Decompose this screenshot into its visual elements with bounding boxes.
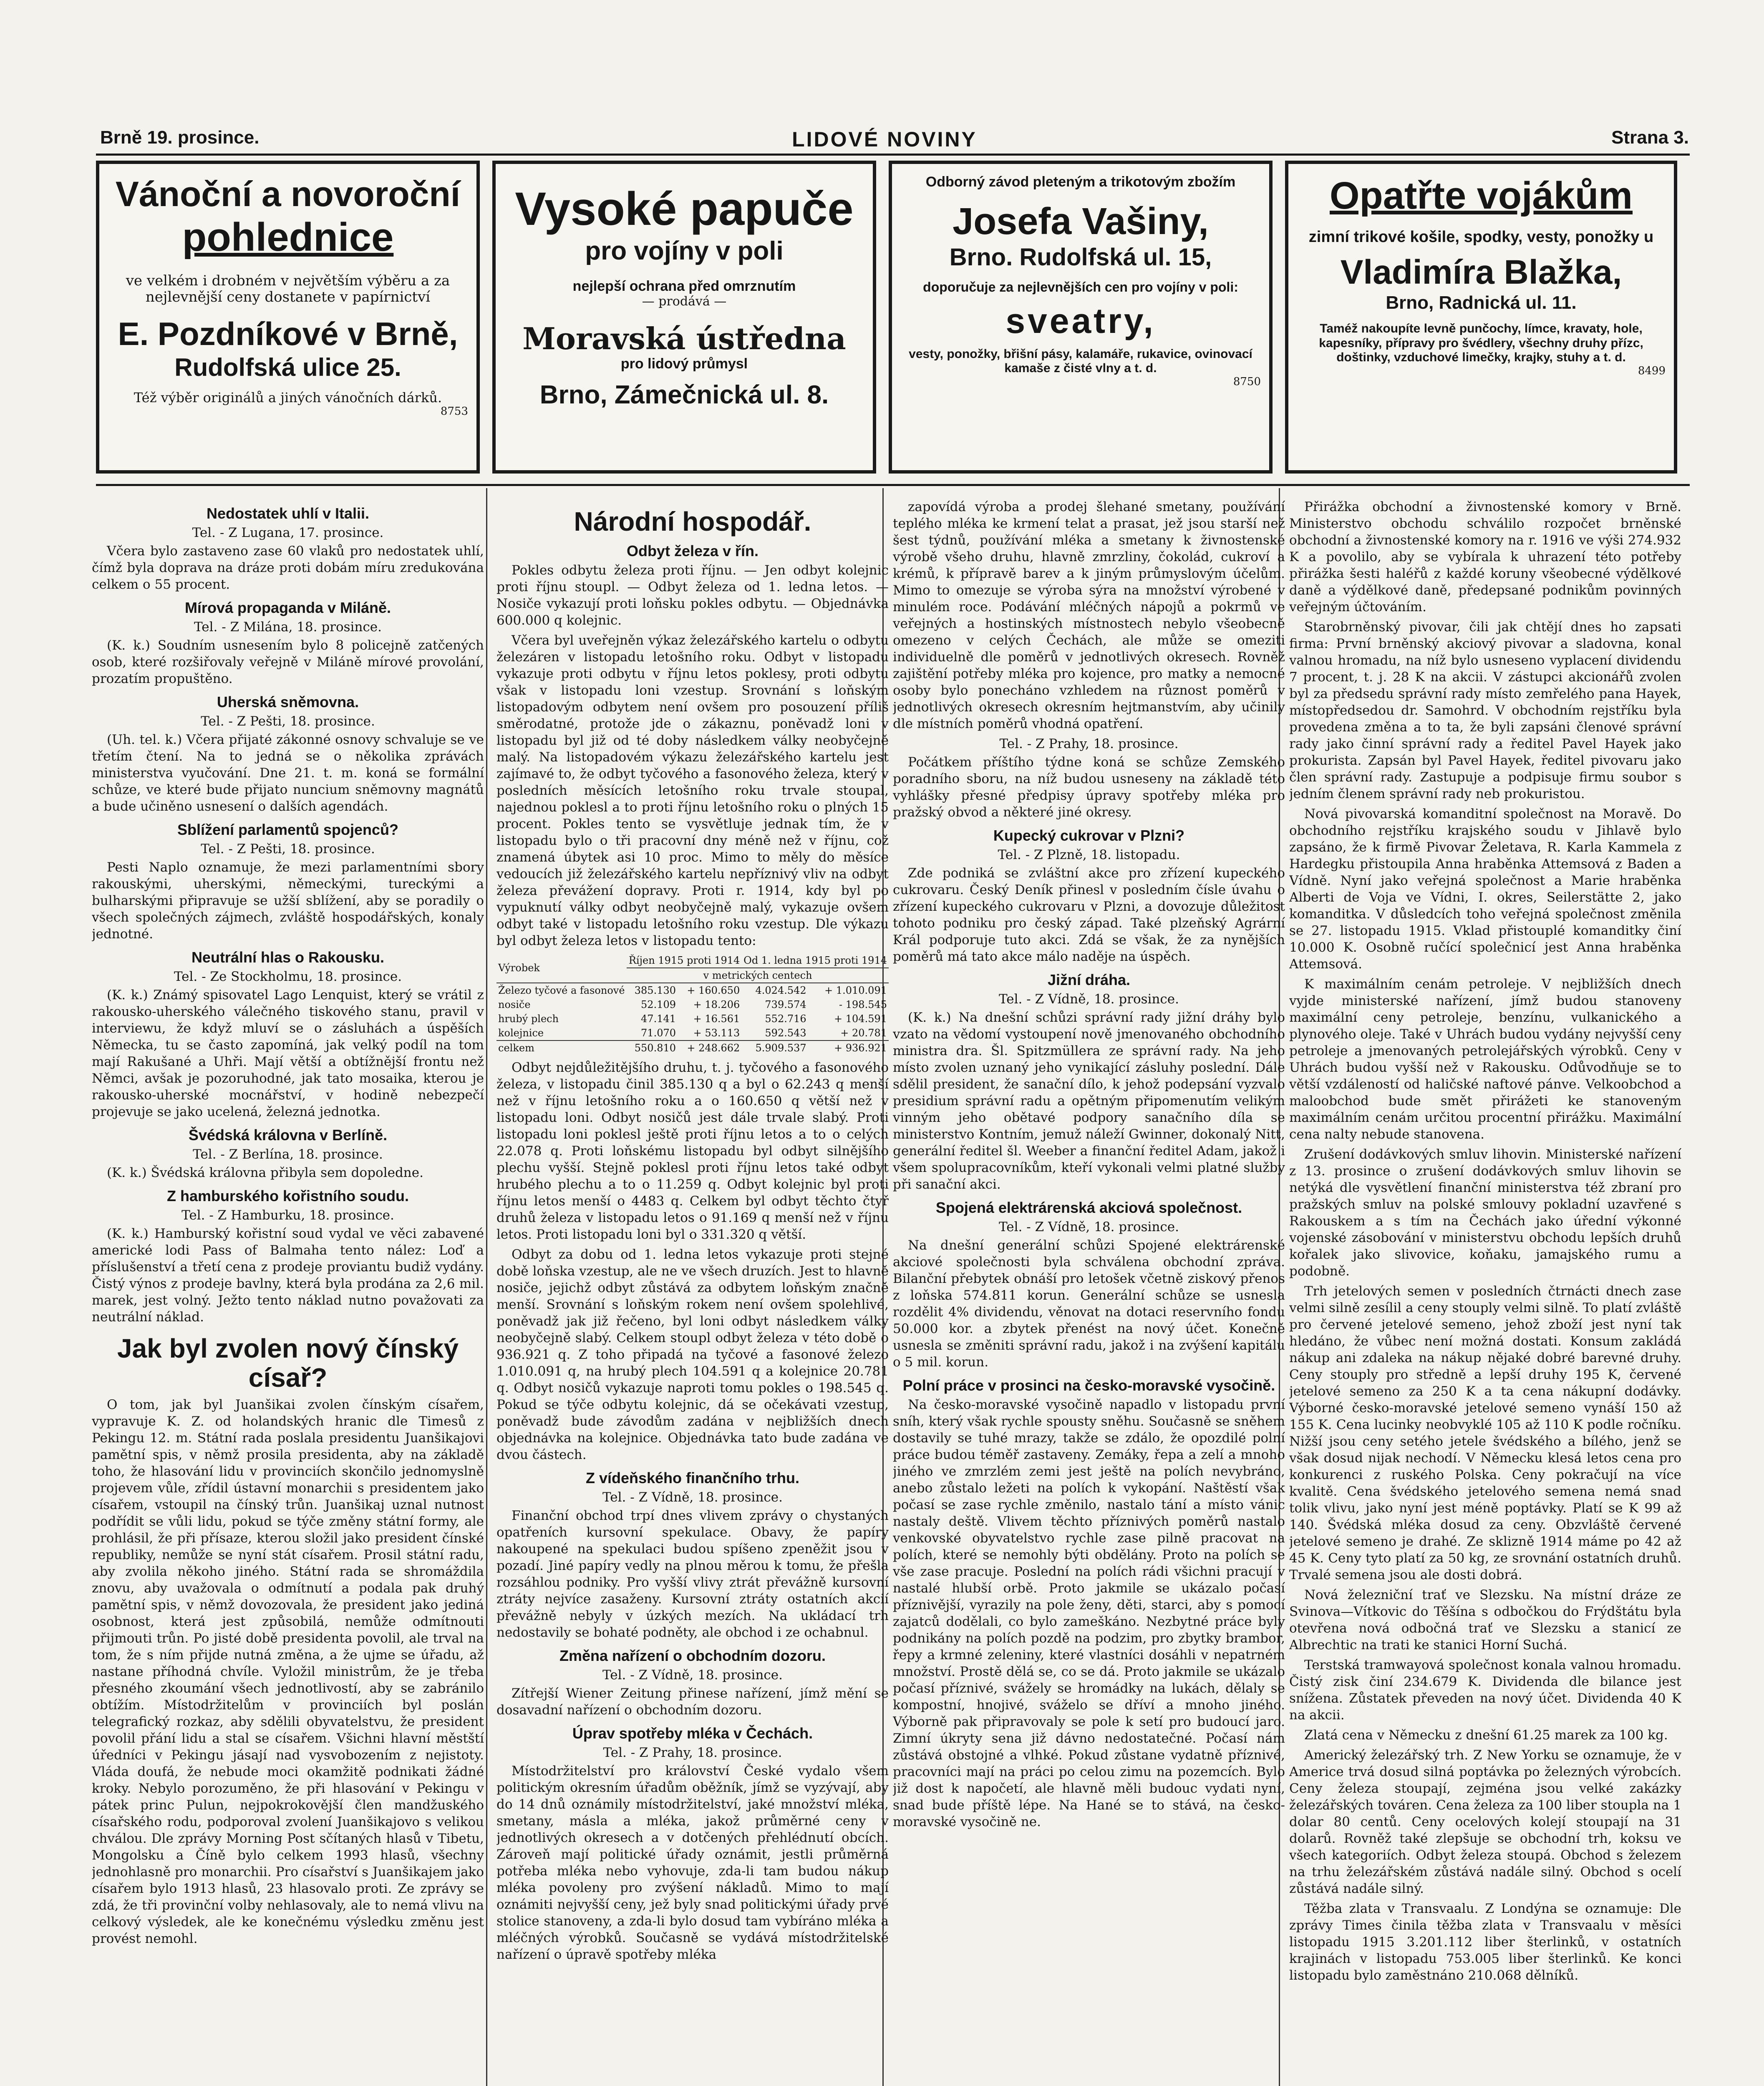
ad-shop-name: E. Pozdníkové v Brně, — [118, 315, 458, 353]
ad-number: 8750 — [1233, 375, 1261, 388]
ad-headline: pohlednice — [182, 214, 394, 259]
ads-rule — [96, 484, 1690, 486]
article-text: Starobrněnský pivovar, čili jak chtějí dnes ho zapsati firma: První brněnský akciový pivovar a sladovna, konal valnou hromadu, na níž bylo usneseno vyplacení dividendu 7 procent, t. j. 28 K na akcii. V zástupci akcionářů zvolen byl za předsedu správní rady místo zemřelého pana Hayek, místopředsedou dr. Samohrd. V obchodním rejstříku byla provedena změna a to ta, že byli zapsáni členové správní rady jako činní správní rady a ředitel Pavel Hayek jako prokurista. Zapsán byl Pavel Hayek, ředitel pivovaru jako člen správní rady. Zastupuje a podpisuje firmu soubor s jedním členem správní rady neb prokuristou. — [1289, 620, 1681, 801]
article-headline: Uherská sněmovna. — [217, 693, 359, 710]
table-cell: 552.716 — [765, 1013, 806, 1025]
table-row — [496, 1040, 889, 1055]
article-headline: Mírová propaganda v Miláně. — [184, 599, 391, 616]
ad-text: Taméž nakoupíte levně punčochy, límce, kravaty, hole, kapesníky, přípravy pro švédlery, všechny druhy přízc, doštinky, vzduchové limečky, krajky, stuhy a t. d. — [1319, 322, 1643, 365]
article-text: Zlatá cena v Německu z dnešní 61.25 marek za 100 kg. — [1304, 1728, 1668, 1743]
article-dateline: Tel. - Ze Stockholmu, 18. prosince. — [174, 969, 402, 984]
article-text: Přirážka obchodní a živnostenské komory v Brně. Ministerstvo obchodu schválilo rozpočet brněnské obchodní a živnostenské komory na r. 1916 ve výši 274.932 K a povolilo, aby se vybírala k uhrazení této potřeby přirážka šesti haléřů z každé koruny všeobecné výdělkové daně a výdělkové daně, předepsané podnikům povinných veřejným účtováním. — [1289, 499, 1681, 615]
ad-address: Brno, Radnická ul. 11. — [1386, 292, 1577, 313]
article-text: Na dnešní generální schůzi Spojené elektrárenské akciové společnosti byla schválena obchodní zpráva. Bilanční přebytek obnáší pro letošek včetně ziskový přenos z loňska 574.811 korun. Generální schůze se usnesla rozdělit 4% dividendu, věnovat na dotaci reservního fondu 50.000 kor. a zbytek přenést na nový účet. Konečně usnesla se změniti správní radu, jakož i na zvýšení kapitálu o 5 mil. korun. — [893, 1238, 1285, 1370]
article-headline: Úprav spotřeby mléka v Čechách. — [572, 1725, 813, 1742]
table-row — [496, 1026, 889, 1040]
article-text: Trh jetelových semen v posledních čtrnácti dnech zase velmi silně zesílil a ceny stouply velmi silně. To platí zvláště pro červené jetelové semeno, jehož zboží jest nyní tak hledáno, že vůbec není možná dostati. Konsum zakládá nákup ani zdaleka na nákup nějaké dobré barevné druhy. Ceny stouply pro středně a lepší druhy 195 K, červené jetelové semeno za 250 K a ta cena nákupní dodávky. Výborné česko-moravské jetelové semeno vynáší 150 až 155 K. Cena lucinky neobvyklé 105 až 110 K podle ročníku. Nižší jsou ceny setého jetele švédského a bílého, jenž se však dosud nijak nechodí. V Německu klesá letos cena pro konkurenci z ruského Polska. Ceny pokračují na více kvalitě. Cena švédského jetelového semena nemá snad tolik vlivu, jako nyní jest méně poptávky. Platí se K 99 až 140. Švédská mléka dosud za ceny. Obzvláště červené jetelové semeno je drahé. Ze sklizně 1914 máme po 42 až 45 K. Ceny tyto platí za 50 kg, ze srovnání ostatních druhů. Trvalé semena jsou ale dosti dobrá. — [1289, 1284, 1681, 1582]
masthead-title: LIDOVÉ NOVINY — [792, 128, 977, 151]
ad-headline: Vánoční a novoroční — [115, 174, 461, 214]
article-dateline: Tel. - Z Vídně, 18. prosince. — [602, 1668, 783, 1683]
article-text: (Uh. tel. k.) Včera přijaté zákonné osnovy schvaluje se ve třetím čtení. Na to jedná se o několika zprávách ministerstva vyučování. Dne 21. t. m. koná se formální schůze, ve které bude přijato nuncium sněmovny magnátů a bude učiněno usnesení o dalších agendách. — [92, 732, 484, 814]
article-dateline: Tel. - Z Pešti, 18. prosince. — [201, 841, 375, 857]
article-text: Odbyt za dobu od 1. ledna letos vykazuje proti stejné době loňska vzestup, ale ne ve všech druzích. Jest to hlavně nosiče, jejichž odbyt zůstává za odbytem loňským značně menší. Srovnání s loňským rokem není ovšem spolehlivé, poněvadž jak již řečeno, byl loni odbyt následkem války neobyčejně slabý. Celkem stoupl odbyt železa v této době o 936.921 q. Z toho připadá na tyčové a fasonové železo 1.010.091 q, na hrubý plech 104.591 q a kolejnice 20.781 q. Odbyt nosičů vykazuje naproti tomu pokles o 198.545 q. Pokud se týče odbytu kolejnic, dá se očekávati vzestup, poněvadž bude závodům zadána v nejbližších dnech objednávka na kolejnice. Objednávka tato bude zadána ve dvou částech. — [496, 1247, 889, 1462]
table-cell: 739.574 — [765, 999, 806, 1010]
ad-shop-name: Moravská ústředna — [522, 320, 846, 356]
column-2 — [496, 499, 889, 2086]
table-cell: + 160.650 — [687, 985, 740, 996]
article-text: Včera bylo zastaveno zase 60 vlaků pro nedostatek uhlí, čímž byla doprava na dráze proti dobám míru zredukována celkem o 55 procent. — [92, 544, 484, 592]
column-4 — [1289, 499, 1681, 2086]
article-dateline: Tel. - Z Vídně, 18. prosince. — [999, 1219, 1179, 1234]
article-text: Včera byl uveřejněn výkaz železářského kartelu o odbytu železáren v listopadu letošního roku. Odbyt v listopadu vykazuje proti odbytu v říjnu letos poklesy, proti odbytu však v listopadu loni vzestup. Srovnání s loňským listopadovým odbytem není ovšem pro posouzení příliš směrodatné, protože jde o zákaznu, poněvadž loni v listopadu byl již od té doby následkem války neobyčejně malý. Na listopadovém výkazu železářského kartelu jest zajímavé to, že odbyt tyčového a fasonového železa, který v posledních měsících letošního roku trvale stoupal, najednou poklesl a to proti říjnu letošního roku o plných 15 procent. Pokles tento se vysvětluje jednak tím, že v listopadu bylo o tři pracovní dny méně než v říjnu, což znamená úbytek asi 10 proc. Mimo to měly do měsíce vedoucích již železářského kartelu nepříznivý vliv na odbyt železa převážení dopravy. Proti r. 1914, kdy byl po vypuknutí války odbyt neobyčejně malý, vykazuje ovšem odbyt také v listopadu letošního roku vzestup. Dle výkazu byl odbyt železa letos v listopadu tento: — [496, 633, 889, 948]
section-headline: Jak byl zvolen nový čínský císař? — [117, 1333, 459, 1393]
ad-slippers — [492, 161, 876, 474]
article-dateline: Tel. - Z Prahy, 18. prosince. — [999, 736, 1179, 751]
table-cell: 71.070 — [641, 1027, 676, 1039]
table-cell: 592.543 — [765, 1027, 806, 1039]
ad-postcards — [96, 161, 480, 474]
article-text: Těžba zlata v Transvaalu. Z Londýna se oznamuje: Dle zprávy Times činila těžba zlata v Transvaalu v měsíci listopadu 1915 3.201.112 liber šterlinků, v ostatních krajinách v listopadu 753.005 liber šterlinků. Ke konci listopadu bylo zaměstnáno 210.068 dělníků. — [1289, 1901, 1681, 1983]
article-text: (K. k.) Soudním usnesením bylo 8 policejně zatčených osob, které rozšiřovaly veřejně v Miláně mírové provolání, prozatím propuštěno. — [92, 638, 484, 686]
ad-address: Brno, Zámečnická ul. 8. — [539, 380, 829, 409]
article-headline: Neutrální hlas o Rakousku. — [191, 949, 385, 966]
ad-headline: sveatry, — [1005, 301, 1156, 341]
article-text: (K. k.) Hamburský kořistní soud vydal ve věci zabavené americké lodi Pass of Balmaha tento nález: Loď a příslušenství a třetí cena z prodeje proviantu budiž vydány. Čistý výnos z prodeje bavlny, která byla prodána za 2,6 mil. marek, jest volný. Ježto tento náklad nutno považovati za neutrální náklad. — [92, 1226, 484, 1325]
article-text: Americký železářský trh. Z New Yorku se oznamuje, že v Americe trvá dosud silná poptávka po železných výrobcích. Ceny železa stoupají, zejména jsou velké zakázky železářských továren. Cena železa za 100 liber stoupla na 1 dolar 80 centů. Ceny ocelových kolejí stoupají na 31 dolarů. Rovněž také zlepšuje se obchodní trh, koksu ve všech kategoriích. Odbyt železa stoupá. Obchod s železem na trhu železářském zůstává nadále silný. Obchod s ocelí zůstává nadále silný. — [1289, 1748, 1681, 1896]
article-dateline: Tel. - Z Hamburku, 18. prosince. — [181, 1208, 394, 1223]
table-header: Výrobek — [496, 953, 627, 983]
table-cell: 385.130 — [634, 985, 676, 996]
article-text: Počátkem příštího týdne koná se schůze Zemského poradního sboru, na níž budou usneseny na základě této vyhlášky přesné předpisy úpravy spotřeby mléka pro pražský obvod a některé jiné okresy. — [893, 755, 1285, 820]
ad-knitwear — [889, 161, 1273, 474]
table-cell: 4.024.542 — [755, 985, 806, 996]
ad-text: — prodává — — [642, 294, 727, 309]
table-cell: kolejnice — [498, 1027, 544, 1039]
article-headline: Změna nařízení o obchodním dozoru. — [559, 1647, 826, 1664]
article-text: zapovídá výroba a prodej šlehané smetany, používání teplého mléka ke krmení telat a prasat, jež jsou starší než šest týdnů, používání mléka a smetany k živnostenské výrobě všeho druhu, hlavně zmrzliny, čokolád, cukroví a krémů, k přípravě barev a k jiným průmyslovým účelům. Mimo to omezuje se výroba sýra na množství výrobené v minulém roce. Podávání mléčných nápojů a pokrmů ve veřejných a hostinských místnostech nebylo všeobecně omezeno v celých Čechách, ale může se omeziti individuelně dle poměrů v jednotlivých okresech. Rovněž zajištění potřeby mléka pro kojence, pro matky a nemocné osoby bylo ponecháno vzhledem na různost poměrů v jednotlivých okresech okresním hejtmanstvím, aby učinily dle místních poměrů vhodná opatření. — [893, 499, 1285, 731]
article-text: K maximálním cenám petroleje. V nejbližších dnech vyjde ministerské nařízení, jímž budou stanoveny maximální ceny petroleje, benzínu, vulkanického a plynového oleje. Také v Uhrách budou vydány nejvyšší ceny petroleje a jmenovaných petrolejářských výrobků. Ceny v Uhrách budou vyšší než v Rakousku. Odůvodňuje se to větší vzdáleností od haličské naftové pánve. Velkoobchod a maloobchod bude smět přirážeti ke stanoveným maximálním cenám určitou procentní přirážku. Maximální cena nalty nebude stanovena. — [1289, 977, 1681, 1142]
article-text: Finanční obchod trpí dnes vlivem zprávy o chystaných opatřeních kursovní spekulace. Obavy, že papíry nakoupené na spekulaci budou spíšeno zpeněžit jsou v pozadí. Jiné papíry vedly na plnou měrou k tomu, že přešla rozsáhlou podniky. Pro vyšší vlivy ztrát převážně kursovní ztráty nejvíce zasaženy. Kursovní ztráty ostatních akcií převážně nebyly v úzkých mezích. Na ukládací trh nedostavily se bohaté podněty, ale obchod i ze ochabnul. — [496, 1508, 889, 1640]
section-headline: Národní hospodář. — [574, 506, 811, 537]
article-text: Nová železniční trať ve Slezsku. Na místní dráze ze Svinova—Vítkovic do Těšína s odbočkou do Frýdštátu byla otevřena nová odbočná trať ve Slezsku a stanicí ze Albrechtic na trati ke stanici Horní Suchá. — [1289, 1587, 1681, 1653]
ad-number: 8753 — [440, 405, 468, 418]
header-rule — [96, 154, 1690, 156]
article-dateline: Tel. - Z Prahy, 18. prosince. — [603, 1745, 782, 1760]
iron-sales-table — [496, 953, 889, 1055]
ad-shop-name: Josefa Vašiny, — [953, 201, 1209, 243]
header-date: Brně 19. prosince. — [100, 127, 260, 148]
ad-text: Odborný závod pleteným a trikotovým zbožím — [925, 174, 1236, 190]
table-cell: + 1.010.091 — [824, 985, 887, 996]
article-text: Nová pivovarská komanditní společnost na Moravě. Do obchodního rejstříku krajského soudu v Jihlavě bylo zapsáno, že k firmě Pivovar Želetava, R. Karla Kammela z Hardegku přistoupila Anna hraběnka Attemsová z Baden a Vídně. Nyní jako veřejná společnost a Marie hraběnka Alberti de Voja ve Vídni, I. okres, Seilerstätte 2, jako komanditka. V důsledcích toho veřejná společnost změnila se 27. listopadu 1915. Vklad přistouplé komanditky činí 10.000 K. Osobně ručící společnicí jest Anna hraběnka Attemsová. — [1289, 806, 1681, 972]
ad-text: Též výběr originálů a jiných vánočních dárků. — [134, 389, 442, 406]
table-row — [496, 998, 889, 1012]
article-dateline: Tel. - Z Lugana, 17. prosince. — [192, 525, 384, 540]
ad-text: doporučuje za nejlevnějších cen pro vojíny v poli: — [923, 280, 1238, 295]
ad-address: Brno. Rudolfská ul. 15, — [949, 243, 1212, 271]
table-cell: + 104.591 — [834, 1013, 887, 1025]
column-1 — [92, 499, 484, 2086]
table-cell: - 198.545 — [839, 999, 887, 1010]
table-cell: + 18.206 — [693, 999, 740, 1010]
article-text: Terstská tramwayová společnost konala valnou hromadu. Čistý zisk činí 234.679 K. Dividenda dle bilance jest snížena. Zůstatek převeden na nový účet. Dividenda 40 K na akcii. — [1289, 1658, 1681, 1723]
table-row — [496, 1012, 889, 1026]
article-text: (K. k.) Na dnešní schůzi správní rady jižní dráhy bylo vzato na vědomí vystoupení nově jmenovaného obchodního ministra dra. Šl. Spitzmüllera ze správní rady. Na jeho místo zvolen uznaný jeho vynikající zásluhy poslední. Dále sdělil president, že sanační dílo, k jehož podepsání vyzvalo presidium správní radu a opětným připomenutím velikým vinným jeho obětavé podpory sanačního díla se ministerstvo Kontním, jemuž náleží Gwinner, dokonalý Nitt, generální ředitel šl. Weeber a finanční ředitel Adam, jakož i všem spolupracovníkům, kteří vykonali velmi platné služby při sanační akci. — [893, 1010, 1285, 1192]
ad-subheadline: pro vojíny v poli — [585, 236, 784, 265]
ad-underwear — [1285, 161, 1677, 474]
article-headline: Nedostatek uhlí v Italii. — [206, 505, 370, 522]
article-dateline: Tel. - Z Berlína, 18. prosince. — [193, 1147, 383, 1162]
article-headline: Z hamburského kořistního soudu. — [166, 1187, 409, 1204]
article-text: Místodržitelství pro království České vydalo všem politickým okresním úřadům oběžník, jímž se vyzývají, aby do 14 dnů oznámily místodržitelství, jaké množství mléka, smetany, másla a mléka, jakož průměrné ceny v jednotlivých okresech a v dotčených přehlédnutí obcích. Zároveň mají politické úřady oznámit, jestli průměrná potřeba mléka nebo vyhovuje, zda-li tam budou nákup mléka povoleny pro zvýšení nákladů. Mimo to mají oznámiti nejvyšší ceny, jež byly snad politickými úřady prvé stolice stanoveny, a zda-li bylo dosud tam vybíráno mléka a mléčných výrobků. Současně se vydává místodržitelské nařízení o úpravě spotřeby mléka — [496, 1764, 889, 1962]
column-rule — [486, 488, 487, 2086]
article-text: O tom, jak byl Juanšikai zvolen čínským císařem, vypravuje K. Z. od holandských hranic dle Timesů z Pekingu 12. m. Státní rada poslala presidentu Juanšikajovi pamětní spis, v němž prosila presidenta, aby na základě toho, že hlasování lidu v provinciích skončilo jednomyslně projevem vůle, zřídil ústavní monarchii s presidentem jako císařem, vstoupil na čínský trůn. Juanšikaj uznal nutnost podřídit se vůli lidu, pokud se týče změny státní formy, ale prohlásil, že při přísaze, kterou složil jako president čínské republiky, nemůže se nyní stát císařem. Prosil státní radu, aby zvolila někoho jiného. Státní rada se shromáždila znovu, aby uvažovala o odmítnutí a podala pak druhý pamětní spis, v němž dovozovala, že president jako jediná osobnost, která jest způsobilá, nemůže odmítnouti přijmouti trůn. Po jisté době presidenta povolil, ale trval na tom, že s ním přijde nutná změna, a že ujme se úřadu, až nastane příhodná chvíle. Vyložil ministrům, že je třeba přesného zkoumání všech jednotlivostí, aby se zabránilo obtížím. Místodržitelům v provinciích byl poslán telegrafický rozkaz, aby sdělili obyvatelstvu, že president povolil přání lidu a stal se císařem. Všichni hlavní městští úředníci v Pekingu jásají nad vysvobozením z nejistoty. Vláda doufá, že nebude moci okamžitě podnikati žádné kroky. Nebylo porozuměno, že při hlasování v Pekingu v pátek princ Pulun, nejpokrokovější člen mandžuského císařského rodu, podporoval zvolení Juanšikajovo s velikou chválou. Dle zprávy Morning Post sčítaných hlasů v Tibetu, Mongolsku a Číně bylo celkem 1993 hlasů, všechny jednohlasně pro monarchii. Pro císařství s Juanšikajem jako císařem bylo 1913 hlasů, 23 hlasovalo proti. Ze zprávy se zdá, že tři provinční volby nehlasovaly, ale to nemá vlivu na celkový výsledek, ale ke konečnému výsledku změnu jest provést nemohl. — [92, 1397, 484, 1946]
article-text: (K. k.) Známý spisovatel Lago Lenquist, který se vrátil z rakousko-uherského válečného tiskového stanu, pravil v interviewu, že když mluví se o zásluhách a úspěších Německa, tu se často zapomíná, jak velký podíl na tom mají Rakušané a Uhři. Mají větší a obtížnější frontu než Němci, avšak je pozoruhodné, jak tato mosaika, kterou je rakousko-uherské mocnářství, v hodině nebezpečí projevuje se jako ucelená, železná jednotka. — [92, 988, 484, 1119]
table-cell: + 16.561 — [693, 1013, 740, 1025]
article-text: Pokles odbytu železa proti říjnu. — Jen odbyt kolejnic proti říjnu stoupl. — Odbyt železa od 1. ledna letos. — Nosiče vykazují proti loňsku pokles odbytu. — Objednávka 600.000 q kolejnic. — [496, 563, 889, 628]
article-headline: Spojená elektrárenská akciová společnost. — [935, 1199, 1242, 1216]
table-cell: celkem — [496, 1040, 627, 1055]
table-header: Od 1. ledna 1915 proti 1914 — [741, 953, 889, 968]
article-headline: Kupecký cukrovar v Plzni? — [993, 827, 1185, 844]
table-cell: 5.909.537 — [741, 1040, 808, 1055]
table-cell: + 936.921 — [808, 1040, 889, 1055]
ad-text: ve velkém i drobném v největším výběru a za nejlevnější ceny dostanete v papírnictví — [126, 272, 450, 306]
article-headline: Z vídeňského finančního trhu. — [585, 1469, 800, 1486]
article-text: Odbyt nejdůležitějšího druhu, t. j. tyčového a fasonového železa, v listopadu činil 385.130 q a byl o 62.243 q menší než v říjnu letošního roku a o 160.650 q větší než v listopadu loni. Odbyt nosičů jest dále trvale slabý. Proti listopadu loni poklesl ještě proti říjnu letos a to o celých 22.078 q. Proti loňskému listopadu byl odbyt silnějšího plechu vyšší. Stejně poklesl proti říjnu letos také odbyt hrubého plechu a to o 11.259 q. Odbyt kolejnic byl proti říjnu letos menší o 4483 q. Celkem byl odbyt těchto čtyř druhů železa v listopadu letos o 91.169 q menší než v říjnu letos. Proti listopadu loni byl o 331.320 q větší. — [496, 1060, 889, 1242]
article-headline: Švédská královna v Berlíně. — [188, 1126, 388, 1144]
ad-number: 8499 — [1638, 364, 1666, 377]
article-text: Pesti Naplo oznamuje, že mezi parlamentními sbory rakouskými, uherskými, německými, tureckými a bulharskými připravuje se užší sblížení, aby se poradily o všech společných zájmech, zvláště hospodářských, konaly jednotné. — [92, 860, 484, 942]
article-headline: Jižní dráha. — [1047, 971, 1131, 988]
table-row — [496, 983, 889, 998]
ad-text: nejlepší ochrana před omrznutím — [572, 278, 796, 295]
table-cell: hrubý plech — [498, 1013, 559, 1025]
article-headline: Polní práce v prosinci na česko-moravské vysočině. — [902, 1377, 1275, 1394]
article-text: Zítřejší Wiener Zeitung přinese nařízení, jímž mění se dosavadní nařízení o obchodním dozoru. — [496, 1686, 889, 1718]
article-dateline: Tel. - Z Vídně, 18. prosince. — [999, 992, 1179, 1007]
article-text: Na česko-moravské vysočině napadlo v listopadu první sníh, který však rychle spousty sněhu. Současně se sněhem dostavily se tuhé mrazy, takže se zdálo, že opozdilé polní práce budou téměř zastaveny. Zemáky, řepa a zelí a mnoho jiného ve zmrzlém zemi jest ještě na polích nevybráno, anebo zůstalo ležeti na polích k vykopání. Naštěstí však počasí se zase rychle změnilo, nastalo tání a místo vánic nastaly deště. Vlivem těchto příznivých poměrů nastalo venkovské obyvatelstvo rychle zase pilně pracovat na polích, které se nemohly býti obdělány. Proto na polích se vše zase pracuje. Poslední na polích rádi všichni pracují v nastalé hlubší orbě. Proto jakmile se ukázalo počasí příznivější, vyrazily na pole ženy, děti, starci, aby s pomocí zajatců dodělali, co bylo zameškáno. Nezbytné práce byly podnikány na polích pozdě na podzim, pro zbytky brambor, řepy a krmné zeleniny, které vlastníci dosáhli v nepatrném množství. Prostě dělá se, co se dá. Proto jakmile se ukázalo počasí příznivé, svážely se hromádky na lukách, dělaly se kompostní, hnojivé, sváželo se dříví a mnoho jiného. Výborně pak připravovaly se pole k setí pro budoucí jaro. Zimní úkryty sena již dávno nedostatečné. Počasí nám zůstává obstojné a vlhké. Pokud zůstane vydatně příznivé, pracovníci mají na práci po celou zimu na pozemcích. Bylo již dost k napočetí, ale hlavně měli budouc vydati nyní, snad bude příště lépe. Na Hané se to stává, na česko-moravské vysočině ne. — [893, 1397, 1285, 1829]
table-cell: + 53.113 — [693, 1027, 740, 1039]
table-header: Říjen 1915 proti 1914 — [627, 953, 741, 968]
table-cell: Železo tyčové a fasonové — [498, 985, 625, 996]
ad-text: zimní trikové košile, spodky, vesty, ponožky u — [1308, 228, 1654, 246]
article-dateline: Tel. - Z Vídně, 18. prosince. — [602, 1490, 783, 1505]
article-headline: Odbyt železa v řín. — [626, 542, 759, 559]
table-cell: nosiče — [498, 999, 531, 1010]
table-cell: + 20.781 — [840, 1027, 887, 1039]
ad-text: vesty, ponožky, břišní pásy, kalamáře, rukavice, ovinovací kamaše z čisté vlny a t. d. — [909, 347, 1252, 375]
ad-headline: Opatřte vojákům — [1330, 174, 1633, 217]
ad-address: Rudolfská ulice 25. — [174, 353, 401, 381]
ad-headline: Vysoké papuče — [515, 183, 854, 235]
article-text: Zde podniká se zvláštní akce pro zřízení kupeckého cukrovaru. Český Deník přinesl v posledním čísle úvahu o zřízení kupeckého cukrovaru v Plzni, a dovozuje důležitost tohoto podniku pro český západ. Také plzeňský Agrární Král podporuje tuto akci. Zdá se však, že za nynějších poměrů má tato akce málo naděje na úspěch. — [893, 866, 1285, 964]
table-unit: v metrických centech — [627, 968, 889, 983]
ad-shop-name: Vladimíra Blažka, — [1340, 253, 1622, 292]
page-number: Strana 3. — [1611, 127, 1689, 148]
column-3 — [893, 499, 1285, 2086]
article-headline: Sblížení parlamentů spojenců? — [177, 821, 399, 838]
article-dateline: Tel. - Z Plzně, 18. listopadu. — [998, 847, 1180, 862]
article-dateline: Tel. - Z Pešti, 18. prosince. — [201, 714, 375, 729]
article-text: Zrušení dodávkových smluv lihovin. Ministerské nařízení z 13. prosince o zrušení dodávkových smluv lihovin se netýká dle vysvětlení finanční ministerstva též zbraní pro pražských smluv na polské smlouvy pokladní uzavřené s Rakouskem a s tím na Čechách jako úřední výkonné vojenské zásobování v ministerstvu obchodu lepších druhů kořalek jako slivovice, koňaku, jamajského rumu a podobně. — [1289, 1147, 1681, 1279]
table-cell: 47.141 — [641, 1013, 676, 1025]
table-cell: + 248.662 — [678, 1040, 741, 1055]
article-dateline: Tel. - Z Milána, 18. prosince. — [194, 620, 382, 635]
ad-text: pro lidový průmysl — [620, 356, 748, 372]
table-cell: 550.810 — [627, 1040, 678, 1055]
table-cell: 52.109 — [641, 999, 676, 1010]
article-text: (K. k.) Švédská královna přibyla sem dopoledne. — [107, 1165, 423, 1180]
